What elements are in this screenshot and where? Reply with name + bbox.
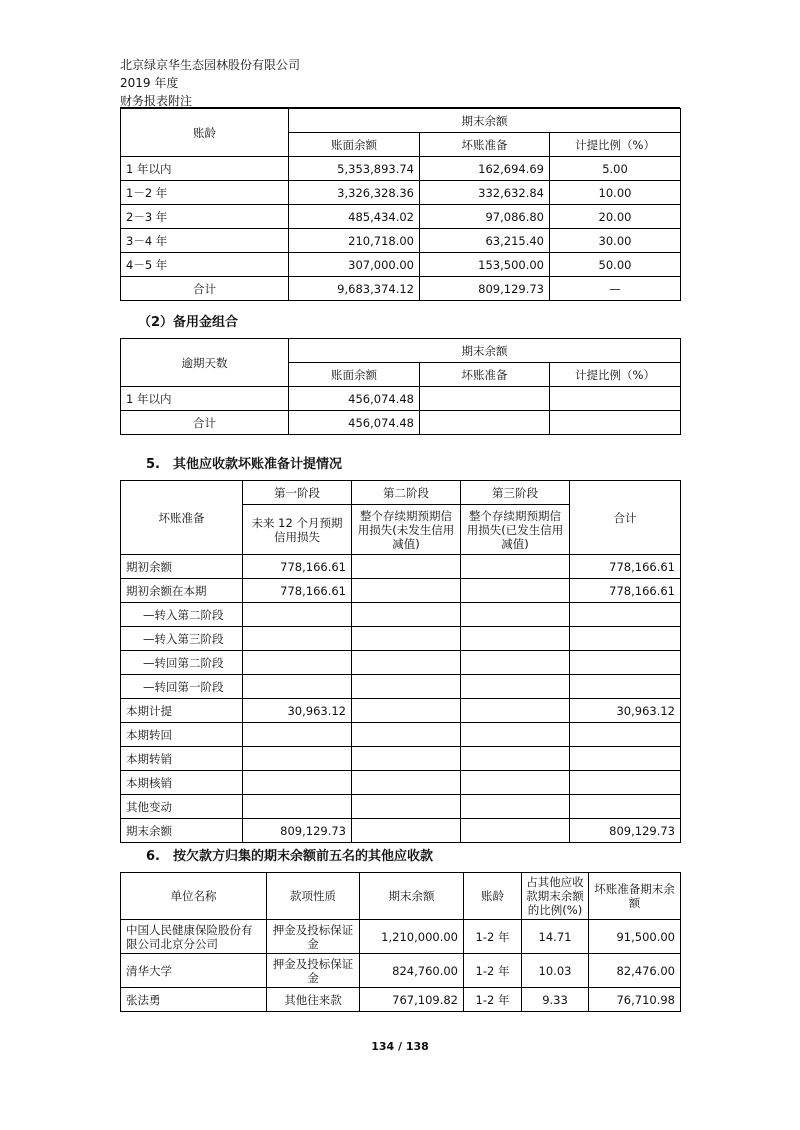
table-row: —转入第二阶段 (121, 603, 681, 627)
col-overdue: 逾期天数 (121, 339, 289, 387)
stage-table (120, 480, 681, 843)
stage2-desc: 整个存续期预期信用损失(未发生信用减值) (352, 505, 461, 555)
table-row: 本期计提 30,963.12 30,963.12 (121, 699, 681, 723)
table-row: —转回第一阶段 (121, 675, 681, 699)
page-number: 134 / 138 (371, 1040, 429, 1053)
table-row: 期初余额 778,166.61 778,166.61 (121, 555, 681, 579)
table-row: 本期核销 (121, 771, 681, 795)
col-total: 合计 (570, 481, 681, 555)
company-name: 北京绿京华生态园林股份有限公司 (120, 58, 301, 72)
total-row: 合计 9,683,374.12 809,129.73 — (121, 277, 681, 301)
stage1-desc: 未来 12 个月预期信用损失 (243, 505, 352, 555)
aging-table (120, 108, 681, 301)
table-row: 清华大学 押金及投标保证金 824,760.00 1-2 年 10.03 82,476.00 (121, 954, 681, 988)
col-provision: 坏账准备 (121, 481, 243, 555)
col-ratio: 计提比例（%） (550, 133, 681, 157)
table-row: 3－4 年 210,718.00 63,215.40 30.00 (121, 229, 681, 253)
section6-title: 6. 按欠款方归集的期末余额前五名的其他应收款 (146, 849, 433, 864)
table-row: 期末余额 809,129.73 809,129.73 (121, 819, 681, 843)
col-stage2: 第二阶段 (352, 481, 461, 505)
report-year: 2019 年度 (120, 76, 179, 90)
col-provision: 坏账准备 (420, 133, 550, 157)
col-period-end: 期末余额 (289, 109, 681, 133)
col-nature: 款项性质 (267, 873, 360, 920)
col-stage3: 第三阶段 (461, 481, 570, 505)
total-row: 合计 456,074.48 (121, 411, 681, 435)
col-aging: 账龄 (121, 109, 289, 157)
col-period-end: 期末余额 (289, 339, 681, 363)
col-stage1: 第一阶段 (243, 481, 352, 505)
table-row: 4－5 年 307,000.00 153,500.00 50.00 (121, 253, 681, 277)
table-row: 1－2 年 3,326,328.36 332,632.84 10.00 (121, 181, 681, 205)
table-row: 1 年以内 456,074.48 (121, 387, 681, 411)
col-book: 账面余额 (289, 363, 420, 387)
table-row: 本期转销 (121, 747, 681, 771)
col-provision: 坏账准备 (420, 363, 550, 387)
table-row: 2－3 年 485,434.02 97,086.80 20.00 (121, 205, 681, 229)
page-header (120, 56, 300, 110)
table-row: 其他变动 (121, 795, 681, 819)
table-row: 1 年以内 5,353,893.74 162,694.69 5.00 (121, 157, 681, 181)
table-row: —转回第二阶段 (121, 651, 681, 675)
table-row: 本期转回 (121, 723, 681, 747)
col-ratio: 占其他应收款期末余额的比例(%) (522, 873, 589, 920)
document-title: 财务报表附注 (120, 94, 193, 108)
reserve-section-title: （2）备用金组合 (138, 315, 239, 330)
table-row: —转入第三阶段 (121, 627, 681, 651)
col-ratio: 计提比例（%） (550, 363, 681, 387)
col-balance: 期末余额 (360, 873, 464, 920)
reserve-table (120, 338, 681, 435)
col-unit: 单位名称 (121, 873, 267, 920)
section5-title: 5. 其他应收款坏账准备计提情况 (146, 457, 342, 472)
table-row: 中国人民健康保险股份有限公司北京分公司 押金及投标保证金 1,210,000.00 1-2 年 14.71 91,500.00 (121, 920, 681, 954)
table-row: 期初余额在本期 778,166.61 778,166.61 (121, 579, 681, 603)
col-book: 账面余额 (289, 133, 420, 157)
stage3-desc: 整个存续期预期信用损失(已发生信用减值) (461, 505, 570, 555)
table-row: 张法勇 其他往来款 767,109.82 1-2 年 9.33 76,710.98 (121, 988, 681, 1012)
col-provision: 坏账准备期末余额 (589, 873, 681, 920)
col-aging: 账龄 (464, 873, 522, 920)
debtor-table (120, 872, 681, 1012)
